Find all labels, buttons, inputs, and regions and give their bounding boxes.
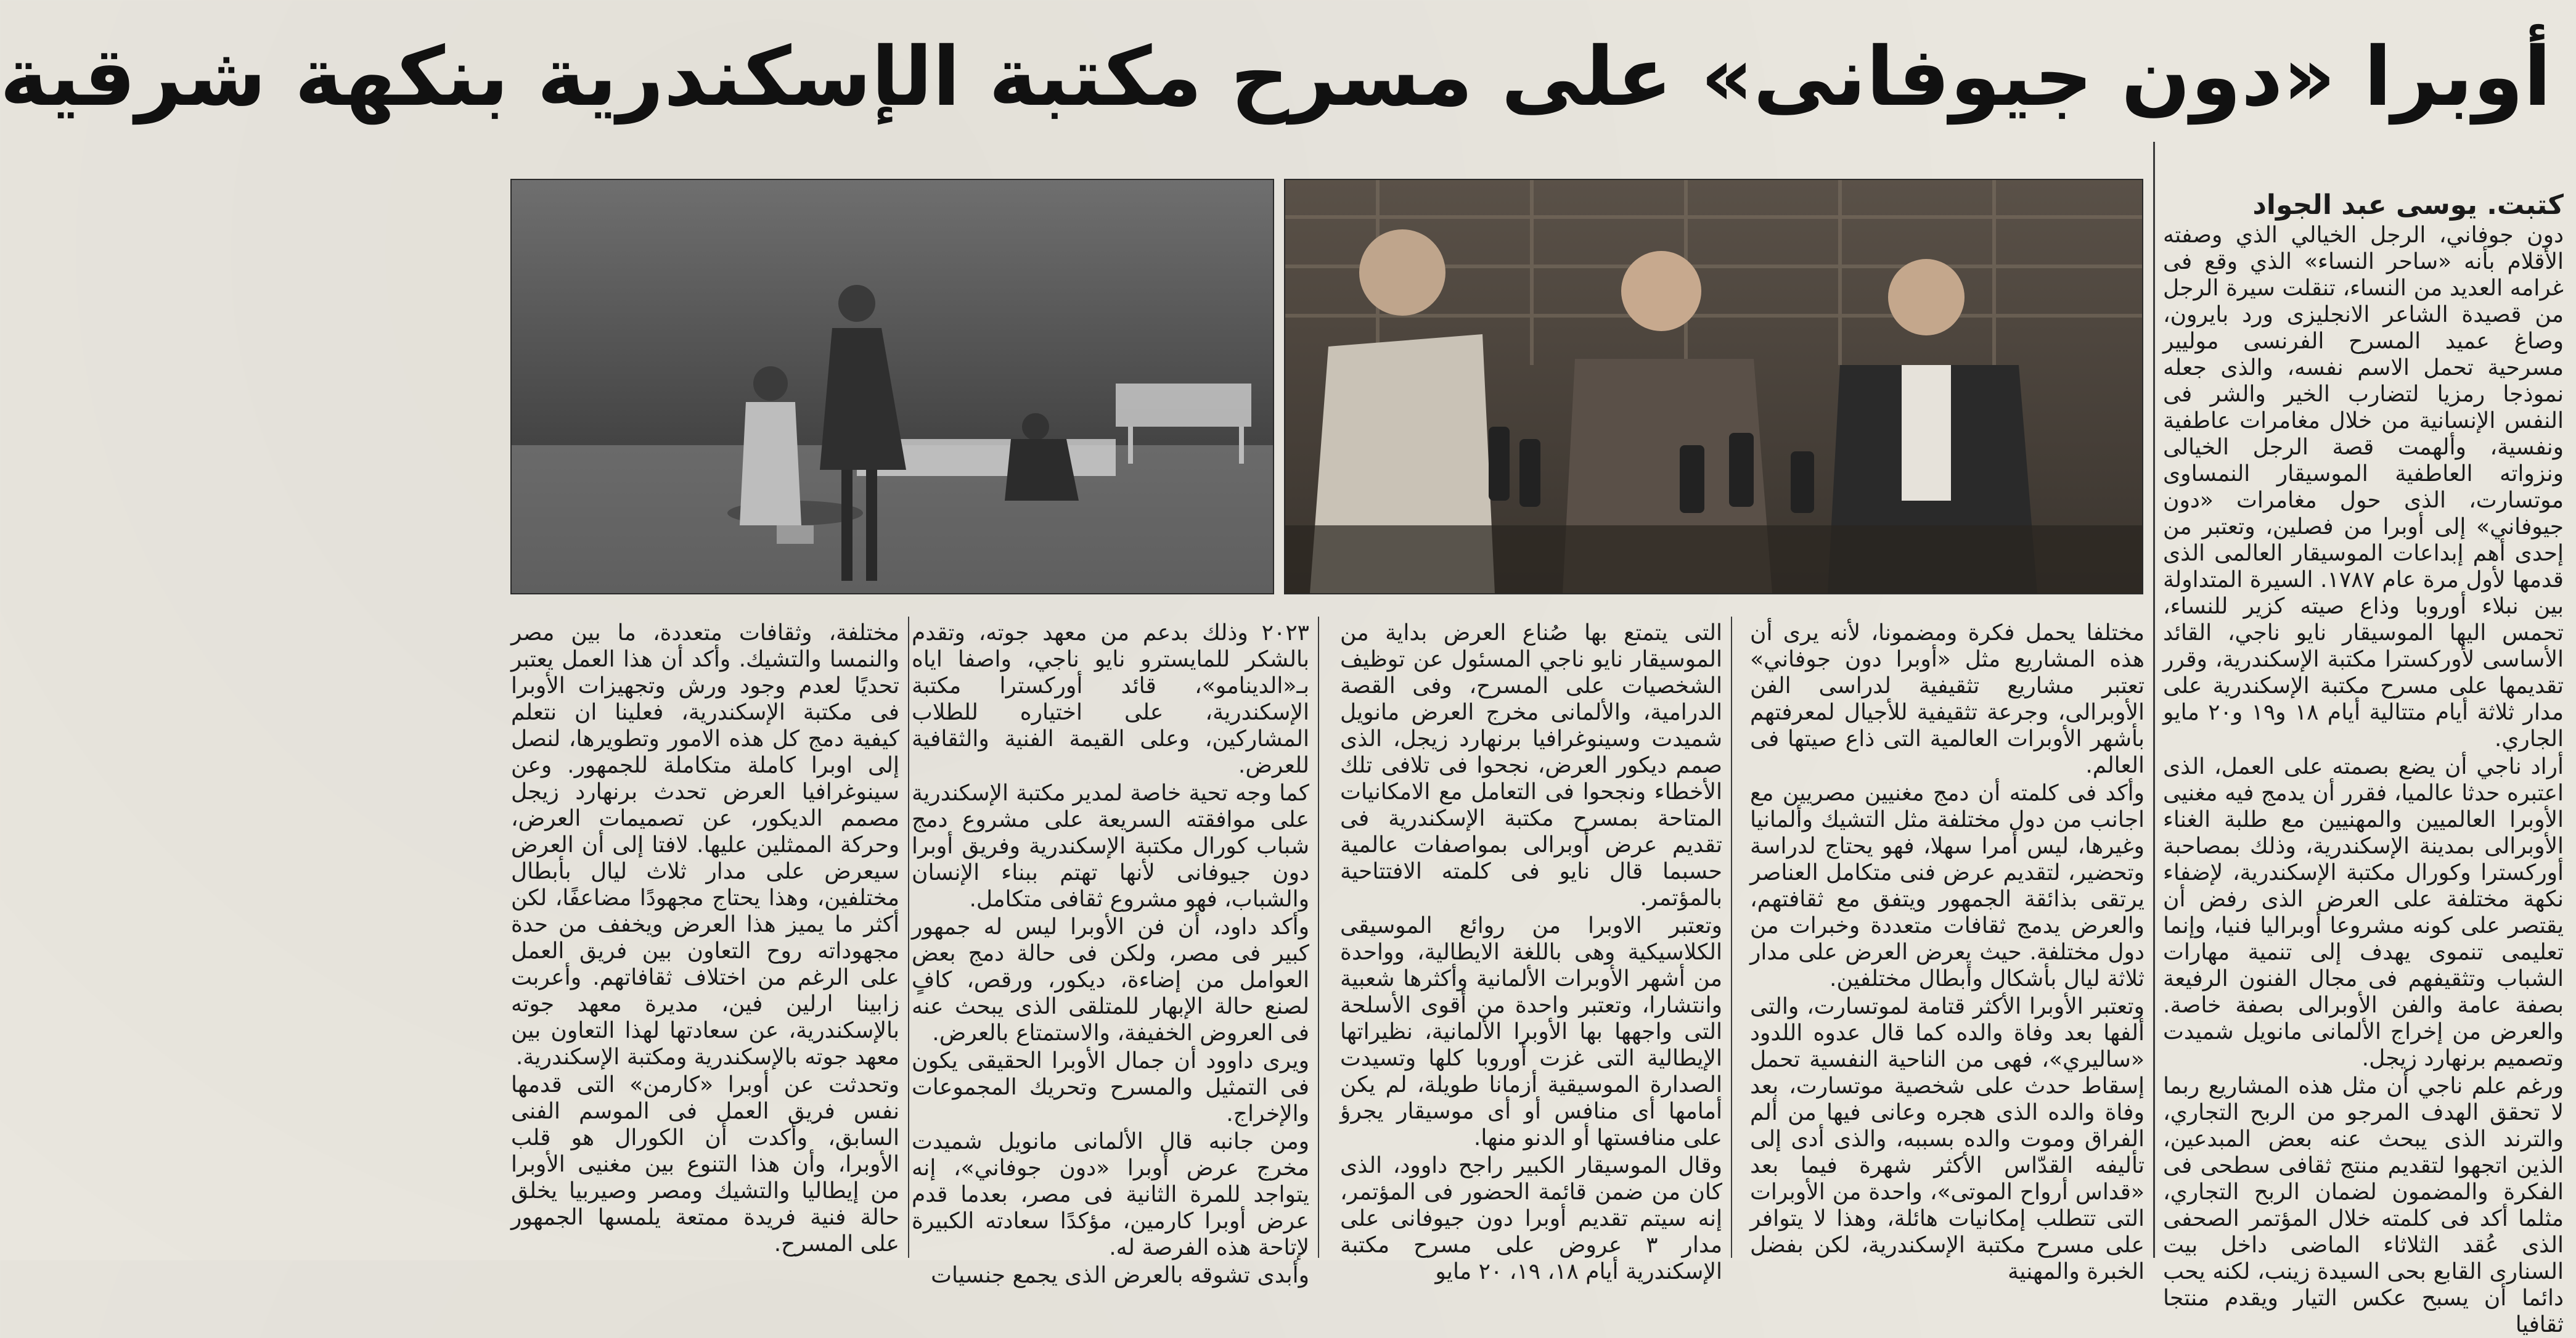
article-headline: أوبرا «دون جيوفانى» على مسرح مكتبة الإسكندرية بنكهة شرقية <box>0 30 2551 125</box>
article-column-5 <box>511 620 899 1258</box>
paragraph: وقال الموسيقار الكبير راجح داوود، الذى كان من ضمن قائمة الحضور فى المؤتمر، إنه سيتم تقديم أوبرا دون جيوفانى على مدار ٣ عروض على مسرح مكتبة الإسكندرية أيام ١٨، ١٩، ٢٠ مايو <box>1340 1153 1722 1284</box>
paragraph: ومن جانبه قال الألمانى مانويل شميدت مخرج عرض أوبرا «دون جوفاني»، إنه يتواجد للمرة الثانية فى مصر، بعدما قدم عرض أوبرا كارمين، مؤكدًا سعادته الكبيرة لإتاحة هذه الفرصة له. <box>912 1129 1309 1260</box>
paragraph: التى يتمتع بها صُناع العرض بداية من الموسيقار نايو ناجي المسئول عن توظيف الشخصيات على المسرح، وفى القصة الدرامية، والألمانى مخرج العرض مانويل شميدت وسينوغرافيا برنهارد زيجل، الذى صمم ديكور العرض، نجحوا فى تلافى تلك الأخطاء ونجحوا فى التعامل مع الامكانيات المتاحة بمسرح مكتبة الإسكندرية فى تقديم عرض أوبرالى بمواصفات عالمية حسبما قال نايو فى كلمته الافتتاحية بالمؤتمر. <box>1340 620 1722 911</box>
paragraph: ورغم علم ناجي أن مثل هذه المشاريع ربما لا تحقق الهدف المرجو من الربح التجاري، والترند الذى يبحث عنه بعض المبدعين، الذين اتجهوا لتقديم منتج ثقافى سطحى فى الفكرة والمضمون لضمان الربح التجاري، مثلما أكد فى كلمته خلال المؤتمر الصحفى الذى عُقد الثلاثاء الماضى داخل بيت السنارى القابع بحى السيدة زينب، لكنه يحب دائما أن يسبح عكس التيار ويقدم منتجا ثقافيا <box>2163 1073 2564 1337</box>
column-rule <box>2153 142 2155 1258</box>
stage-performance-photo <box>510 179 1274 594</box>
column-rule <box>1318 617 1319 1258</box>
column-rule <box>1731 617 1732 1258</box>
paragraph: وتعتبر الأوبرا الأكثر قتامة لموتسارت، والتى ألفها بعد وفاة والده كما قال عدوه اللدود «ساليري»، فهى من الناحية النفسية تحمل إسقاط حدث على شخصية موتسارت، بعد وفاة والده الذى هجره وعانى فيها من ألم الفراق وموت والده بسببه، والذى أدى إلى تأليفه القدّاس الأكثر شهرة فيما بعد «قداس أرواح الموتى»، واحدة من الأوبرات التى تتطلب إمكانيات هائلة، وهذا لا يتوافر على مسرح مكتبة الإسكندرية، لكن بفضل الخبرة والمهنية <box>1750 994 2145 1284</box>
paragraph: وتعتبر الاوبرا من روائع الموسيقى الكلاسيكية وهى باللغة الايطالية، وواحدة من أشهر الأوبرات الألمانية وأكثرها شعبية وانتشارا، وتعتبر واحدة من أقوى الأسلحة التى واجهها بها الأوبرا الألمانية، نظيراتها الإيطالية التى غزت أوروبا كلها وتسيدت الصدارة الموسيقية أزمانا طويلة، لم يكن أمامها أى منافس أو أى موسيقار يجرؤ على منافستها أو الدنو منها. <box>1340 913 1722 1151</box>
article-column-2 <box>1750 620 2145 1284</box>
article-column-3 <box>1340 620 1722 1284</box>
paragraph: أراد ناجي أن يضع بصمته على العمل، الذى اعتبره حدثا عالميا، فقرر أن يدمج فيه مغنيى الأوبرا العالميين والمهنيين مع طلبة الغناء الأوبرالى بمدينة الإسكندرية، وذلك بمصاحبة أوركسترا وكورال مكتبة الإسكندرية، لإضفاء نكهة مختلفة على العرض الذى رفض أن يقتصر على كونه مشروعا أوبراليا فنيا، وإنما تعليمى تنموى يهدف إلى تنمية مهارات الشباب وتثقيفهم فى مجال الفنون الرفيعة بصفة عامة والفن الأوبرالى بصفة خاصة. والعرض من إخراج الألمانى مانويل شميدت وتصميم برنهارد زيجل. <box>2163 754 2564 1071</box>
paragraph: مختلفا يحمل فكرة ومضمونا، لأنه يرى أن هذه المشاريع مثل «أوبرا دون جوفاني» تعتبر مشاريع تثقيفية لدراسى الفن الأوبرالى، وجرعة تثقيفية للأجيال لمعرفتهم بأشهر الأوبرات العالمية التى ذاع صيتها فى العالم. <box>1750 620 2145 778</box>
paragraph: مختلفة، وثقافات متعددة، ما بين مصر والنمسا والتشيك. وأكد أن هذا العمل يعتبر تحديًا لعدم وجود ورش وتجهيزات الأوبرا فى مكتبة الإسكندرية، فعلينا ان نتعلم كيفية دمج كل هذه الامور وتطويرها، لنصل إلى اوبرا كاملة متكاملة للجمهور. وعن سينوغرافيا العرض تحدث برنهارد زيجل مصمم الديكور، عن تصميمات العرض، وحركة الممثلين عليها. لافتا إلى أن العرض سيعرض على مدار ثلاث ليال بأبطال مختلفين، وهذا يحتاج مجهودًا مضاعفًا، لكن أكثر ما يميز هذا العرض ويخفف من حدة مجهوداته روح التعاون بين فريق العمل على الرغم من اختلاف ثقافاتهم. وأعربت زابينا ارلين فين، مديرة معهد جوته بالإسكندرية، عن سعادتها لهذا التعاون بين معهد جوته بالإسكندرية ومكتبة الإسكندرية. <box>511 620 899 1070</box>
paragraph: وتحدثت عن أوبرا «كارمن» التى قدمها نفس فريق العمل فى الموسم الفنى السابق، وأكدت أن الكورال هو قلب الأوبرا، وأن هذا التنوع بين مغنيى الأوبرا من إيطاليا والتشيك ومصر وصيربيا يخلق حالة فنية فريدة ممتعة يلمسها الجمهور على المسرح. <box>511 1072 899 1257</box>
article-column-1 <box>2163 222 2564 1337</box>
press-conference-photo <box>1284 179 2143 594</box>
paragraph: دون جوفاني، الرجل الخيالي الذي وصفته الأقلام بأنه «ساحر النساء» الذي وقع فى غرامه العديد من النساء، تنقلت سيرة الرجل من قصيدة الشاعر الانجليزى ورد بايرون، وصاغ عميد المسرح الفرنسى موليير مسرحية تحمل الاسم نفسه، والذى جعله نموذجا رمزيا لتضارب الخير والشر فى النفس الإنسانية من خلال مغامرات عاطفية ونفسية، وألهمت قصة الرجل الخيالى ونزواته العاطفية الموسيقار النمساوى موتسارت، الذى حول مغامرات «دون جيوفاني» إلى أوبرا من فصلين، وتعتبر من إحدى أهم إبداعات الموسيقار العالمى الذى قدمها لأول مرة عام ١٧٨٧. السيرة المتداولة بين نبلاء أوروبا وذاع صيته كزير للنساء، تحمس اليها الموسيقار نايو ناجي، القائد الأساسى لأوركسترا مكتبة الإسكندرية، وقرر تقديمها على مسرح مكتبة الإسكندرية على مدار ثلاثة أيام متتالية أيام ١٨ و١٩ و٢٠ مايو الجاري. <box>2163 223 2564 752</box>
article-column-4 <box>912 620 1309 1288</box>
column-rule <box>908 617 909 1258</box>
paragraph: وأكد داود، أن فن الأوبرا ليس له جمهور كبير فى مصر، ولكن فى حالة دمج بعض العوامل من إضاءة، ديكور، ورقص، كافٍ لصنع حالة الإبهار للمتلقى الذى يبحث عنه فى العروض الخفيفة، والاستمتاع بالعرض. <box>912 914 1309 1046</box>
paragraph: كما وجه تحية خاصة لمدير مكتبة الإسكندرية على موافقته السريعة على مشروع دمج شباب كورال مكتبة الإسكندرية وفريق أوبرا دون جيوفانى لأنها تهتم ببناء الإنسان والشباب، فهو مشروع ثقافى متكامل. <box>912 781 1309 912</box>
paragraph: ٢٠٢٣ وذلك بدعم من معهد جوته، وتقدم بالشكر للمايسترو نايو ناجي، واصفا اياه بـ«الدينامو»، قائد أوركسترا مكتبة الإسكندرية، على اختياره للطلاب المشاركين، وعلى القيمة الفنية والثقافية للعرض. <box>912 620 1309 778</box>
paragraph: ويرى داوود أن جمال الأوبرا الحقيقى يكون فى التمثيل والمسرح وتحريك المجموعات والإخراج. <box>912 1048 1309 1127</box>
paragraph: وأكد فى كلمته أن دمج مغنيين مصريين مع اجانب من دول مختلفة مثل التشيك وألمانيا وغيرها، ليس أمرا سهلا، فهو يحتاج لدراسة وتحضير، لتقديم عرض فنى متكامل العناصر يرتقى بذائقة الجمهور ويتفق مع ثقافتهم، والعرض يدمج ثقافات متعددة وخبرات من دول مختلفة. حيث يعرض العرض على مدار ثلاثة ليال بأشكال وأبطال مختلفين. <box>1750 781 2145 991</box>
article-byline: كتبت. يوسى عبد الجواد <box>2252 189 2564 221</box>
paragraph: وأبدى تشوقه بالعرض الذى يجمع جنسيات <box>931 1263 1309 1288</box>
